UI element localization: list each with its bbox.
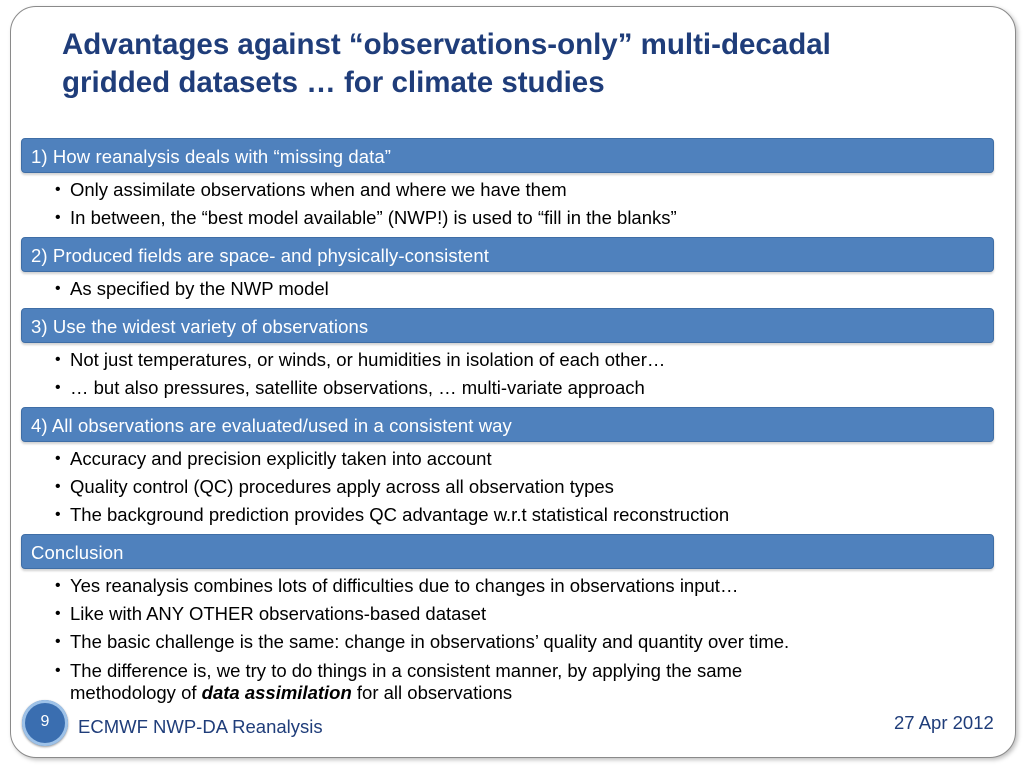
bullet-list (21, 173, 994, 237)
bullet-dot-icon: • (55, 181, 61, 198)
bullet-item (21, 656, 994, 704)
bullet-item (21, 572, 994, 600)
section-header: 3) Use the widest variety of observations (21, 308, 994, 343)
bullet-dot-icon: • (55, 662, 61, 679)
bullet-item (21, 628, 994, 656)
bullet-text: Quality control (QC) procedures apply across all observation types (70, 476, 614, 497)
slide-content (21, 138, 994, 709)
footer-date: 27 Apr 2012 (894, 712, 994, 733)
bullet-text: In between, the “best model available” (NWP!) is used to “fill in the blanks” (70, 207, 677, 228)
title-line-1: Advantages against “observations-only” multi-decadal (62, 28, 831, 61)
bullet-text-line-1: The difference is, we try to do things in a consistent manner, by applying the same (70, 660, 743, 681)
bullet-list (21, 343, 994, 407)
emphasis-data-assimilation: data assimilation (201, 682, 352, 703)
bullet-dot-icon: • (55, 209, 61, 226)
bullet-item (21, 346, 994, 374)
title-line-2: gridded datasets … for climate studies (62, 66, 605, 99)
bullet-dot-icon: • (55, 280, 61, 297)
bullet-item (21, 473, 994, 501)
bullet-dot-icon: • (55, 577, 61, 594)
bullet-dot-icon: • (55, 351, 61, 368)
section-consistent-evaluation (21, 407, 994, 534)
bullet-list (21, 272, 994, 308)
bullet-text: The background prediction provides QC advantage w.r.t statistical reconstruction (70, 504, 730, 525)
section-header: 1) How reanalysis deals with “missing data” (21, 138, 994, 173)
bullet-text-line-2-suffix: for all observations (351, 682, 513, 703)
bullet-item (21, 600, 994, 628)
slide-number-badge: 9 (22, 700, 68, 746)
section-consistent-fields (21, 237, 994, 308)
bullet-item (21, 501, 994, 529)
bullet-item (21, 445, 994, 473)
section-header: Conclusion (21, 534, 994, 569)
bullet-item (21, 204, 994, 232)
bullet-item (21, 176, 994, 204)
bullet-text: Not just temperatures, or winds, or humidities in isolation of each other… (70, 349, 666, 370)
section-header: 2) Produced fields are space- and physically-consistent (21, 237, 994, 272)
section-header: 4) All observations are evaluated/used in a consistent way (21, 407, 994, 442)
bullet-text: Yes reanalysis combines lots of difficulties due to changes in observations input… (70, 575, 739, 596)
bullet-text-line-2-prefix: methodology of (70, 682, 202, 703)
bullet-dot-icon: • (55, 633, 61, 650)
section-observation-variety (21, 308, 994, 407)
bullet-dot-icon: • (55, 478, 61, 495)
bullet-list (21, 569, 994, 709)
bullet-text: … but also pressures, satellite observations, … multi-variate approach (70, 377, 645, 398)
bullet-dot-icon: • (55, 450, 61, 467)
bullet-item (21, 275, 994, 303)
bullet-item (21, 374, 994, 402)
bullet-text: Accuracy and precision explicitly taken into account (70, 448, 492, 469)
bullet-text: Like with ANY OTHER observations-based dataset (70, 603, 487, 624)
bullet-dot-icon: • (55, 506, 61, 523)
bullet-text: The basic challenge is the same: change in observations’ quality and quantity over time. (70, 631, 790, 652)
bullet-list (21, 442, 994, 534)
section-missing-data (21, 138, 994, 237)
bullet-dot-icon: • (55, 605, 61, 622)
footer-organization: ECMWF NWP-DA Reanalysis (78, 716, 323, 737)
bullet-text: Only assimilate observations when and where we have them (70, 179, 567, 200)
bullet-text: As specified by the NWP model (70, 278, 329, 299)
slide-title (62, 26, 982, 102)
bullet-dot-icon: • (55, 379, 61, 396)
section-conclusion (21, 534, 994, 709)
